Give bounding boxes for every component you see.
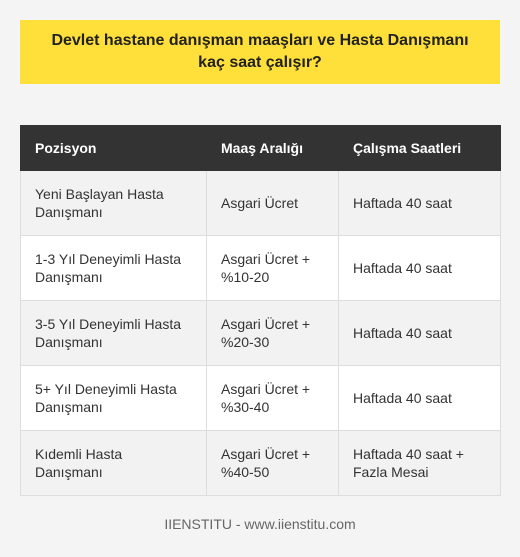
cell-salary: Asgari Ücret + %20-30	[207, 301, 339, 366]
table-row	[21, 431, 501, 496]
cell-position: Yeni Başlayan Hasta Danışmanı	[21, 171, 207, 236]
footer-credit: IIENSTITU - www.iienstitu.com	[164, 516, 356, 532]
title-banner	[20, 20, 500, 84]
cell-hours: Haftada 40 saat	[339, 171, 501, 236]
cell-hours: Haftada 40 saat + Fazla Mesai	[339, 431, 501, 496]
cell-salary: Asgari Ücret	[207, 171, 339, 236]
table-row	[21, 171, 501, 236]
cell-hours: Haftada 40 saat	[339, 301, 501, 366]
cell-salary: Asgari Ücret + %10-20	[207, 236, 339, 301]
cell-salary: Asgari Ücret + %40-50	[207, 431, 339, 496]
page-title: Devlet hastane danışman maaşları ve Hasta Danışmanı kaç saat çalışır?	[51, 32, 469, 71]
cell-position: Kıdemli Hasta Danışmanı	[21, 431, 207, 496]
header-working-hours: Çalışma Saatleri	[339, 126, 501, 171]
table-row	[21, 366, 501, 431]
cell-salary: Asgari Ücret + %30-40	[207, 366, 339, 431]
header-salary-range: Maaş Aralığı	[207, 126, 339, 171]
table-header-row	[21, 126, 501, 171]
cell-hours: Haftada 40 saat	[339, 366, 501, 431]
cell-position: 1-3 Yıl Deneyimli Hasta Danışmanı	[21, 236, 207, 301]
cell-position: 3-5 Yıl Deneyimli Hasta Danışmanı	[21, 301, 207, 366]
salary-table	[20, 125, 501, 496]
header-position: Pozisyon	[21, 126, 207, 171]
table-row	[21, 301, 501, 366]
cell-hours: Haftada 40 saat	[339, 236, 501, 301]
cell-position: 5+ Yıl Deneyimli Hasta Danışmanı	[21, 366, 207, 431]
table-row	[21, 236, 501, 301]
